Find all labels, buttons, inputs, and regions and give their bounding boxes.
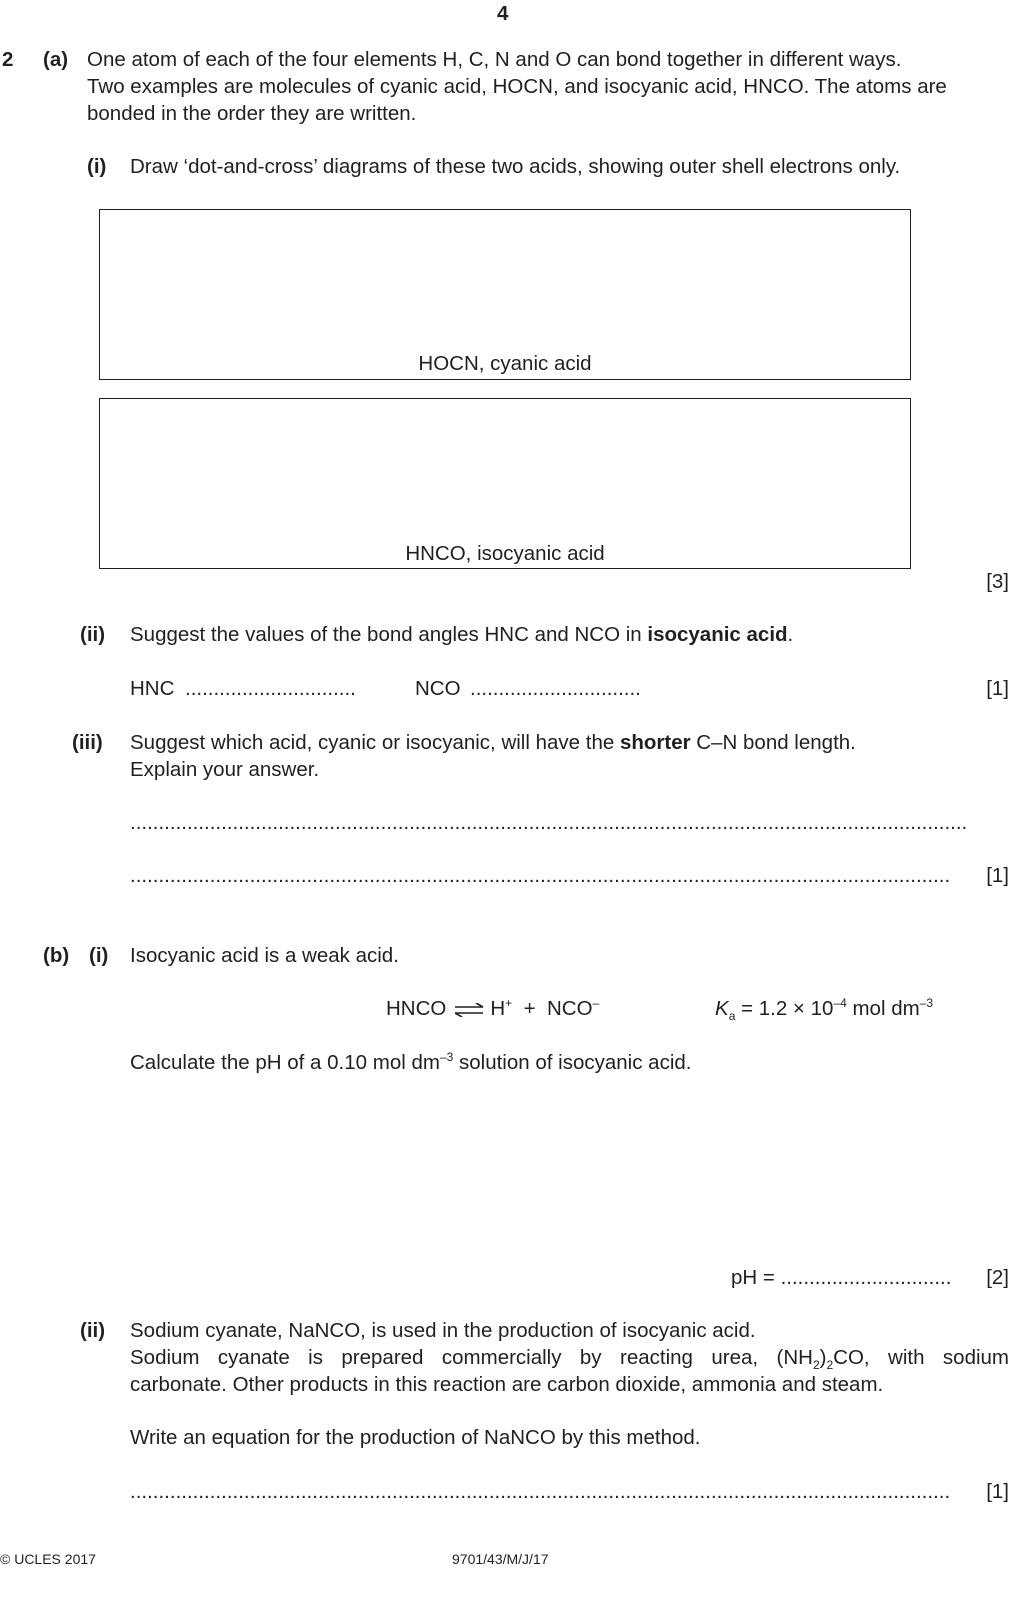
nco-answer-line[interactable]: .............................. xyxy=(470,677,641,700)
page-number: 4 xyxy=(497,2,509,25)
answer-line-b-ii[interactable]: ................................................................................................................................................ xyxy=(130,1480,951,1503)
footer-code: 9701/43/M/J/17 xyxy=(452,1551,549,1567)
part-b-i-label: (i) xyxy=(89,944,109,967)
marks-a-i: [3] xyxy=(986,570,1009,593)
marks-b-ii: [1] xyxy=(986,1480,1009,1503)
equilibrium-arrow-icon xyxy=(454,1003,484,1017)
question-number: 2 xyxy=(2,48,14,71)
hnc-label: HNC xyxy=(130,677,175,700)
marks-a-ii: [1] xyxy=(986,677,1009,700)
ka-expression: $K_a = 1.2 \times 10^{-4}$ mol $dm^{-3}$ xyxy=(715,996,934,1024)
box-label-isocyanic: HNCO, isocyanic acid xyxy=(405,542,605,565)
part-a-iii-text: Suggest which acid, cyanic or isocyanic, will have the shorter C–N bond length. xyxy=(130,731,856,754)
part-a-ii-label: (ii) xyxy=(80,623,106,646)
footer-copyright: © UCLES 2017 xyxy=(0,1551,96,1567)
part-b-ii-line-3: carbonate. Other products in this reaction are carbon dioxide, ammonia and steam. xyxy=(130,1373,884,1396)
part-b-i-text: Isocyanic acid is a weak acid. xyxy=(130,944,399,967)
hnc-answer-line[interactable]: .............................. xyxy=(185,677,356,700)
intro-line-1: One atom of each of the four elements H, C, N and O can bond together in different ways. xyxy=(87,48,902,71)
box-label-cyanic: HOCN, cyanic acid xyxy=(418,352,592,375)
intro-line-2: Two examples are molecules of cyanic acid, HOCN, and isocyanic acid, HNCO. The atoms are xyxy=(87,75,947,98)
answer-box-isocyanic-acid[interactable] xyxy=(99,398,911,569)
part-a-i-text: Draw ‘dot-and-cross’ diagrams of these two acids, showing outer shell electrons only. xyxy=(130,155,901,178)
part-b-ii-line-2: Sodium cyanate is prepared commercially by reacting urea, $(NH_2)_2CO$, with sodium xyxy=(130,1346,1009,1373)
answer-line-a-iii-1[interactable]: ................................................................................................................................................... xyxy=(130,811,968,834)
part-b-ii-instruction: Write an equation for the production of NaNCO by this method. xyxy=(130,1426,701,1449)
part-a-label: (a) xyxy=(43,48,69,71)
nco-label: NCO xyxy=(415,677,461,700)
eq-reactant: HNCO xyxy=(386,997,447,1020)
answer-box-cyanic-acid[interactable] xyxy=(99,209,911,380)
intro-line-3: bonded in the order they are written. xyxy=(87,102,417,125)
marks-a-iii: [1] xyxy=(986,864,1009,887)
part-b-i-calc-text: Calculate the pH of a 0.10 mol $dm^{-3}$ solution of isocyanic acid. xyxy=(130,1050,692,1074)
part-b-ii-label: (ii) xyxy=(80,1319,106,1342)
part-b-ii-line-1: Sodium cyanate, NaNCO, is used in the production of isocyanic acid. xyxy=(130,1319,756,1342)
marks-b-i: [2] xyxy=(986,1266,1009,1289)
part-a-i-label: (i) xyxy=(87,155,107,178)
part-a-iii-text-2: Explain your answer. xyxy=(130,758,320,781)
part-b-label: (b) xyxy=(43,944,70,967)
answer-line-a-iii-2[interactable]: ................................................................................................................................................ xyxy=(130,864,951,887)
part-a-iii-label: (iii) xyxy=(72,731,103,754)
equilibrium-equation: HNCO H+ + NCO– xyxy=(386,996,600,1020)
ph-answer[interactable]: pH = .............................. xyxy=(731,1266,952,1289)
part-a-ii-text: Suggest the values of the bond angles HNC and NCO in isocyanic acid. xyxy=(130,623,794,646)
